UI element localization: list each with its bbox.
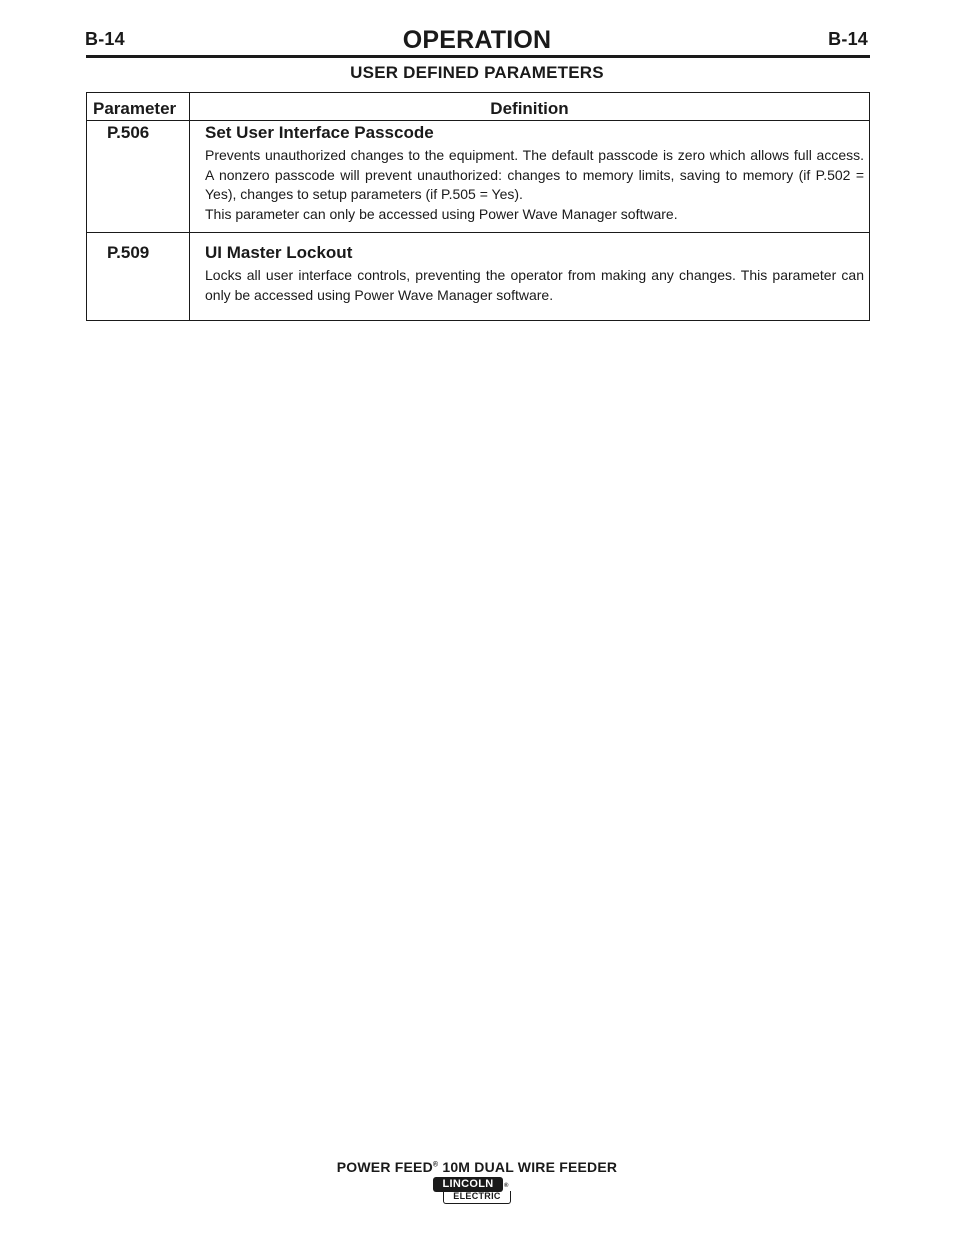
table-header-row bbox=[87, 93, 869, 120]
table-row bbox=[87, 120, 869, 232]
page-number-left: B-14 bbox=[85, 29, 125, 49]
registered-mark: ® bbox=[432, 1161, 439, 1169]
parameter-table bbox=[86, 92, 870, 321]
page-number-right: B-14 bbox=[828, 29, 868, 49]
parameter-definition bbox=[190, 121, 869, 232]
lincoln-electric-logo bbox=[433, 1177, 511, 1205]
footer-product-name bbox=[0, 1159, 954, 1175]
product-name: POWER FEED bbox=[336, 1159, 433, 1175]
definition-text: Prevents unauthorized changes to the equipment. The default passcode is zero which allows full access. A nonzero passcode will prevent unauthorized: changes to memory limits, saving to memory (if P.502 = Yes), changes to setup parameters (if P.505 = Yes). bbox=[205, 147, 864, 202]
parameter-code: P.509 bbox=[87, 233, 190, 320]
product-model: 10M DUAL WIRE FEEDER bbox=[438, 1159, 618, 1175]
column-header-definition: Definition bbox=[490, 99, 569, 118]
definition-title: UI Master Lockout bbox=[205, 243, 353, 262]
definition-title: Set User Interface Passcode bbox=[205, 123, 434, 142]
definition-text: This parameter can only be accessed using Power Wave Manager software. bbox=[205, 205, 678, 222]
logo-registered-mark: ® bbox=[504, 1183, 509, 1189]
section-title: OPERATION bbox=[402, 26, 552, 54]
column-header-parameter: Parameter bbox=[87, 93, 190, 120]
definition-text: Locks all user interface controls, preventing the operator from making any changes. This parameter can only be accessed using Power Wave Manager software. bbox=[205, 267, 864, 303]
table-title: USER DEFINED PARAMETERS bbox=[350, 63, 604, 82]
parameter-code: P.506 bbox=[87, 121, 190, 232]
logo-electric-text: ELECTRIC bbox=[443, 1191, 511, 1204]
parameter-definition bbox=[190, 233, 869, 320]
header-rule bbox=[86, 55, 870, 58]
table-row bbox=[87, 232, 869, 320]
logo-lincoln-text: LINCOLN bbox=[433, 1177, 503, 1192]
